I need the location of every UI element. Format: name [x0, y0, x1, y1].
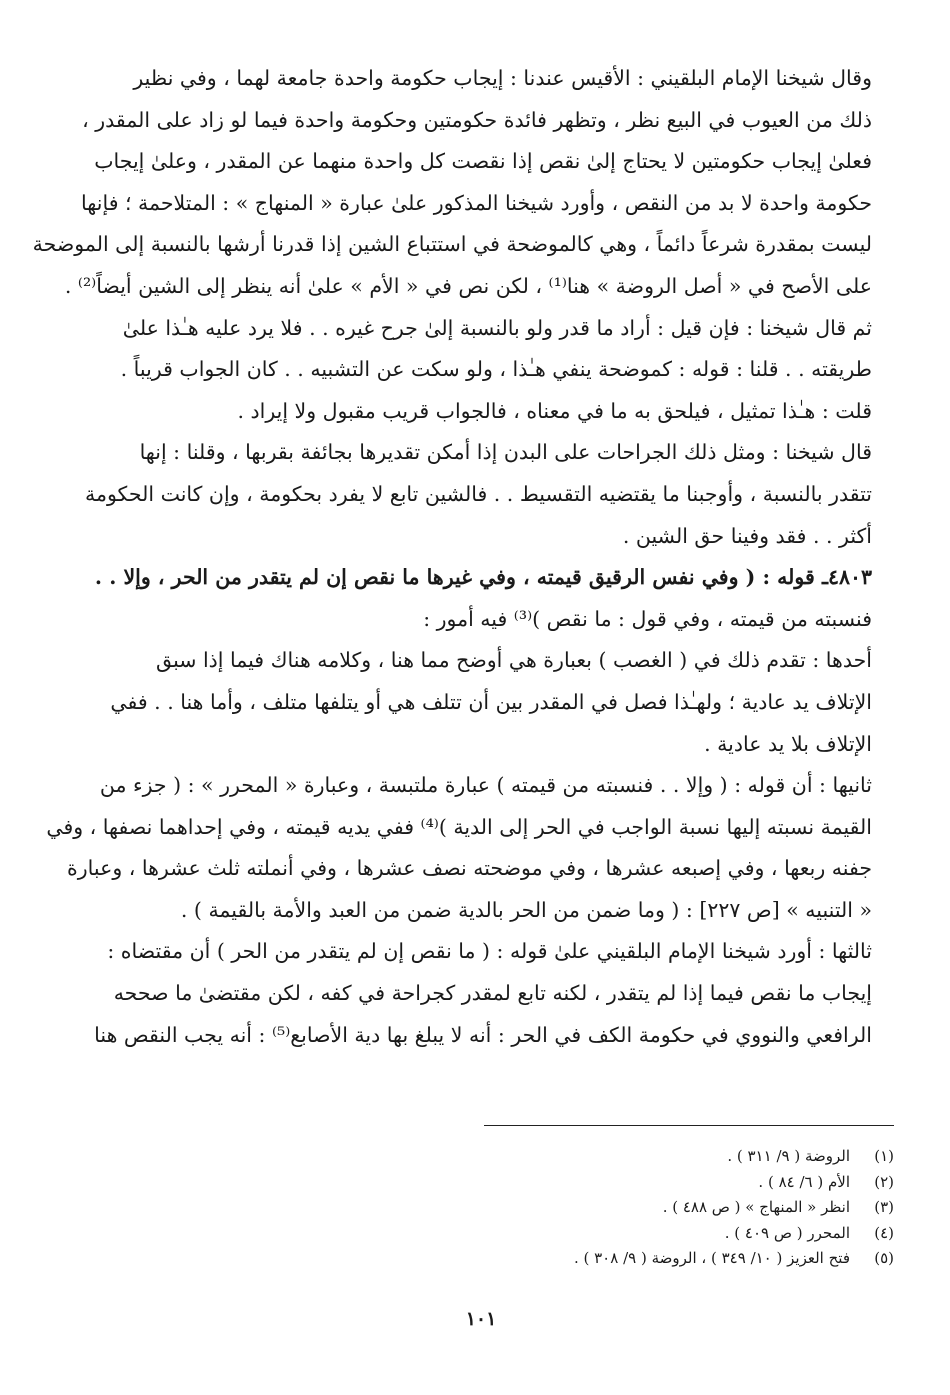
text-line: ٤٨٠٣ـ قوله : ( وفي نفس الرقيق قيمته ، وفي غيرها ما نقص إن لم يتقدر من الحر ، وإلا . . — [94, 565, 872, 590]
text-line: أكثر . . فقد وفينا حق الشين . — [622, 523, 872, 548]
text-line: جفنه ربعها ، وفي إصبعه عشرها ، وفي موضحته نصف عشرها ، وفي أنملته ثلث عشرها ، وعبارة — [67, 856, 872, 881]
footnote-text: فتح العزيز ( ١٠/ ٣٤٩ ) ، الروضة ( ٩/ ٣٠٨ ) . — [573, 1249, 850, 1267]
paragraph-3 — [68, 391, 894, 433]
text-line: الإتلاف يد عادية ؛ ولهـٰذا فصل في المقدر بين أن تتلف هي أو يتلفها متلف ، وأما هنا . . ففي — [110, 689, 872, 714]
text-line: القيمة نسبته إليها نسبة الواجب في الحر إلى الدية )⁽⁴⁾ ففي يديه قيمته ، وفي إحداهما نصفها ، وفي — [46, 814, 872, 839]
footnote-4 — [68, 1221, 894, 1247]
text-line: ثانيها : أن قوله : ( وإلا . . فنسبته من قيمته ) عبارة ملتبسة ، وعبارة « المحرر » : ( جزء من — [99, 773, 872, 798]
paragraph-1 — [32, 58, 894, 308]
main-text — [32, 58, 894, 1056]
footnote-3 — [68, 1195, 894, 1221]
text-line: على الأصح في « أصل الروضة » هنا⁽¹⁾ ، لكن نص في « الأم » علىٰ أنه ينظر إلى الشين أيضاً⁽²⁾ . — [64, 273, 872, 298]
text-line: فعلىٰ إيجاب حكومتين لا يحتاج إلىٰ نقص إذا نقصت كل واحدة منهما عن المقدر ، وعلىٰ إيجاب — [94, 149, 872, 174]
paragraph-5-entry-4803 — [68, 557, 894, 640]
footnote-2 — [68, 1170, 894, 1196]
text-line: وقال شيخنا الإمام البلقيني : الأقيس عندنا : إيجاب حكومة واحدة جامعة لهما ، وفي نظير — [133, 66, 872, 90]
footnote-text: الأم ( ٦/ ٨٤ ) . — [758, 1172, 850, 1191]
text-line: إيجاب ما نقص فيما إذا لم يتقدر ، لكنه تابع لمقدر كجراحة في كفه ، لكن مقتضىٰ ما صححه — [113, 981, 872, 1006]
footnote-text: المحرر ( ص ٤٠٩ ) . — [724, 1223, 850, 1242]
text-line: ثالثها : أورد شيخنا الإمام البلقيني علىٰ قوله : ( ما نقص إن لم يتقدر من الحر ) أن مقتضاه : — [107, 939, 872, 964]
page-number: ١٠١ — [465, 1308, 497, 1330]
footnote-1 — [68, 1144, 894, 1170]
paragraph-2 — [68, 308, 894, 391]
text-line: تتقدر بالنسبة ، وأوجبنا ما يقتضيه التقسيط . . فالشين تابع لا يفرد بحكومة ، وإن كانت الحكومة — [85, 481, 872, 506]
text-line: الرافعي والنووي في حكومة الكف في الحر : أنه لا يبلغ بها دية الأصابع⁽⁵⁾ : أنه يجب النقص هنا — [94, 1022, 872, 1047]
text-line: ثم قال شيخنا : فإن قيل : أراد ما قدر ولو بالنسبة إلىٰ جرح غيره . . فلا يرد عليه هـٰذا علىٰ — [122, 315, 872, 340]
footnote-separator — [484, 1125, 894, 1126]
footnote-number: (٣) — [874, 1198, 894, 1216]
text-line: ليست بمقدرة شرعاً دائماً ، وهي كالموضحة في استتباع الشين إذا قدرنا أرشها بالنسبة إلى الموضحة — [32, 232, 872, 257]
text-line: الإتلاف بلا يد عادية . — [704, 731, 872, 756]
footnote-text: انظر « المنهاج » ( ص ٤٨٨ ) . — [662, 1198, 850, 1216]
book-page — [32, 58, 894, 1358]
footnote-5 — [68, 1246, 894, 1272]
footnote-number: (١) — [874, 1147, 894, 1165]
text-line: فنسبته من قيمته ، وفي قول : ما نقص )⁽³⁾ فيه أمور : — [423, 606, 872, 631]
paragraph-7-second-point — [46, 765, 894, 931]
paragraph-6-first-point — [68, 640, 894, 765]
text-line: قلت : هـٰذا تمثيل ، فيلحق به ما في معناه ، فالجواب قريب مقبول ولا إيراد . — [237, 398, 872, 423]
text-line: « التنبيه » [ص ٢٢٧] : ( وما ضمن من الحر بالدية ضمن من العبد والأمة بالقيمة ) . — [180, 897, 872, 922]
text-line: طريقته . . قلنا : قوله : كموضحة ينفي هـٰذا ، ولو سكت عن التشبيه . . كان الجواب قريباً . — [120, 357, 872, 382]
text-line: أحدها : تقدم ذلك في ( الغصب ) بعبارة هي أوضح مما هنا ، وكلامه هناك فيما إذا سبق — [156, 648, 872, 673]
text-line: حكومة واحدة لا بد من النقص ، وأورد شيخنا المذكور علىٰ عبارة « المنهاج » : المتلاحمة ؛ فإنها — [81, 190, 872, 215]
text-line: ذلك من العيوب في البيع نظر ، وتظهر فائدة حكومتين وحكومة واحدة فيما لو زاد على المقدر ، — [82, 107, 872, 132]
footnote-text: الروضة ( ٩/ ٣١١ ) . — [727, 1147, 850, 1165]
paragraph-8-third-point — [68, 931, 894, 1056]
footnote-number: (٢) — [874, 1172, 894, 1191]
footnote-number: (٤) — [874, 1223, 894, 1242]
footnotes — [68, 1144, 894, 1272]
footnote-number: (٥) — [874, 1249, 894, 1267]
paragraph-4 — [68, 432, 894, 557]
text-line: قال شيخنا : ومثل ذلك الجراحات على البدن إذا أمكن تقديرها بجائفة بقربها ، وقلنا : إنها — [139, 440, 872, 465]
